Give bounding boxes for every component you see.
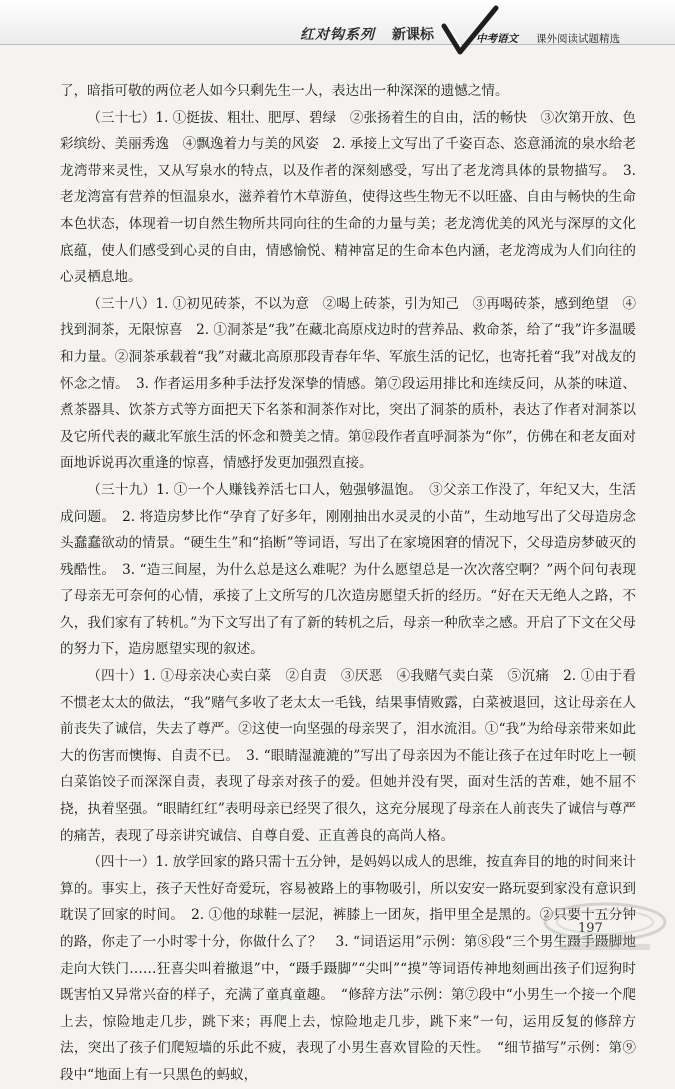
series-title: 红对钩系列 (300, 27, 375, 43)
paragraph: （三十七）1. ①挺拔、粗壮、肥厚、碧绿 ②张扬着生的自由，活的畅快 ③次第开放、色彩缤纷、美丽秀逸 ④飘逸着力与美的风姿 2. 承接上文写出了千姿百态、恣意涌流的泉水给老龙湾带来灵性，又从写泉水的特点，以及作者的深刻感受，写出了老龙湾具体的景物描写。 3. 老龙湾富有营养的恒温泉水，滋养着竹木草游鱼，使得这些生物无不以旺盛、自由与畅快的生命本色状态，体现着一切自然生物所共同向往的生命的力量与美；老龙湾优美的风光与深厚的文化底蕴，使人们感受到心灵的自由，情感愉悦、精神富足的生命本色内涵，老龙湾成为人们向往的心灵栖息地。 (60, 109, 636, 286)
paragraph: 了，暗指可敬的两位老人如今只剩先生一人，表达出一种深深的遗憾之情。 (60, 83, 509, 99)
course-title: 新课标 (392, 27, 434, 43)
paragraph: （四十一）1. 放学回家的路只需十五分钟，是妈妈以成人的思维，按直奔目的地的时间来计算的。事实上，孩子天性好奇爱玩，容易被路上的事物吸引，所以安安一路玩耍到家没有意识到耽误了回家的时间。 2. ①他的球鞋一层泥，裤膝上一团灰，指甲里全是黑的。②只要十五分钟的路，你走了一小时零十分，你做什么了？ 3. “词语运用”示例：第⑧段“三个男生蹑手蹑脚地走向大铁门……狂喜尖叫着撤退”中，“蹑手蹑脚”“尖叫”“摸”等词语传神地刻画出孩子们逗狗时既害怕又异常兴奋的样子，充满了童真童趣。 “修辞方法”示例：第⑦段中“小男生一个接一个爬上去，惊险地走几步，跳下来；再爬上去，惊险地走几步，跳下来”一句，运用反复的修辞方法，突出了孩子们爬短墙的乐此不疲，表现了小男生喜欢冒险的天性。 “细节描写”示例：第⑨段中“地面上有一只黑色的蚂蚁， (60, 854, 636, 1083)
paragraph: （三十八）1. ①初见砖茶，不以为意 ②喝上砖茶，引为知己 ③再喝砖茶，感到绝望 ④找到洞茶，无限惊喜 2. ①洞茶是“我”在藏北高原戍边时的营养品、救命茶，给了“我”许多温暖和力量。②洞茶承载着“我”对藏北高原那段青春年华、军旅生活的记忆，也寄托着“我”对战友的怀念之情。 3. 作者运用多种手法抒发深挚的情感。第⑦段运用排比和连续反问，从茶的味道、煮茶器具、饮茶方式等方面把天下名茶和洞茶作对比，突出了洞茶的质朴，表达了作者对洞茶以及它所代表的藏北军旅生活的怀念和赞美之情。第⑫段作者直呼洞茶为“你”，仿佛在和老友面对面地诉说再次重逢的惊喜，情感抒发更加强烈直接。 (60, 295, 636, 472)
page-header (0, 0, 675, 58)
watermark-logo-icon (540, 900, 670, 954)
book-label: 课外阅读试题精选 (536, 33, 620, 45)
paragraph: （四十）1. ①母亲决心卖白菜 ②自责 ③厌恶 ④我赌气卖白菜 ⑤沉痛 2. ①由于看不惯老太太的做法，“我”赌气多收了老太太一毛钱，结果事情败露，白菜被退回，这让母亲在人前丧失了诚信，失去了尊严。②这使一向坚强的母亲哭了，泪水流泪。①“我”为给母亲带来如此大的伤害而懊悔、自责不已。 3. “眼睛湿漉漉的”写出了母亲因为不能让孩子在过年时吃上一顿白菜馅饺子而深深自责，表现了母亲对孩子的爱。但她并没有哭，面对生活的苦难，她不屈不挠，执着坚强。“眼睛红红”表明母亲已经哭了很久，这充分展现了母亲在人前丧失了诚信与尊严的痛苦，表现了母亲讲究诚信、自尊自爱、正直善良的高尚人格。 (60, 668, 636, 844)
paragraph: （三十九）1. ①一个人赚钱养活七口人，勉强够温饱。 ③父亲工作没了，年纪又大，生活成问题。 2. 将造房梦比作“孕育了好多年，刚刚抽出水灵灵的小苗”，生动地写出了父母造房念头蠢蠢欲动的情景。“硬生生”和“掐断”等词语，写出了在家境困窘的情况下，父母造房梦破灭的残酷性。 3. “造三间屋，为什么总是这么难呢？为什么愿望总是一次次落空啊？”两个问句表现了母亲无可奈何的心情，承接了上文所写的几次造房愿望夭折的经历。“好在天无绝人之路，不久，我们家有了转机。”为下文写出了有了新的转机之后，母亲一种欣幸之感。开启了下文在父母的努力下，造房愿望实现的叙述。 (60, 481, 636, 658)
subject-label: 中考语文 (476, 33, 518, 45)
page-number: 197 (578, 921, 603, 936)
